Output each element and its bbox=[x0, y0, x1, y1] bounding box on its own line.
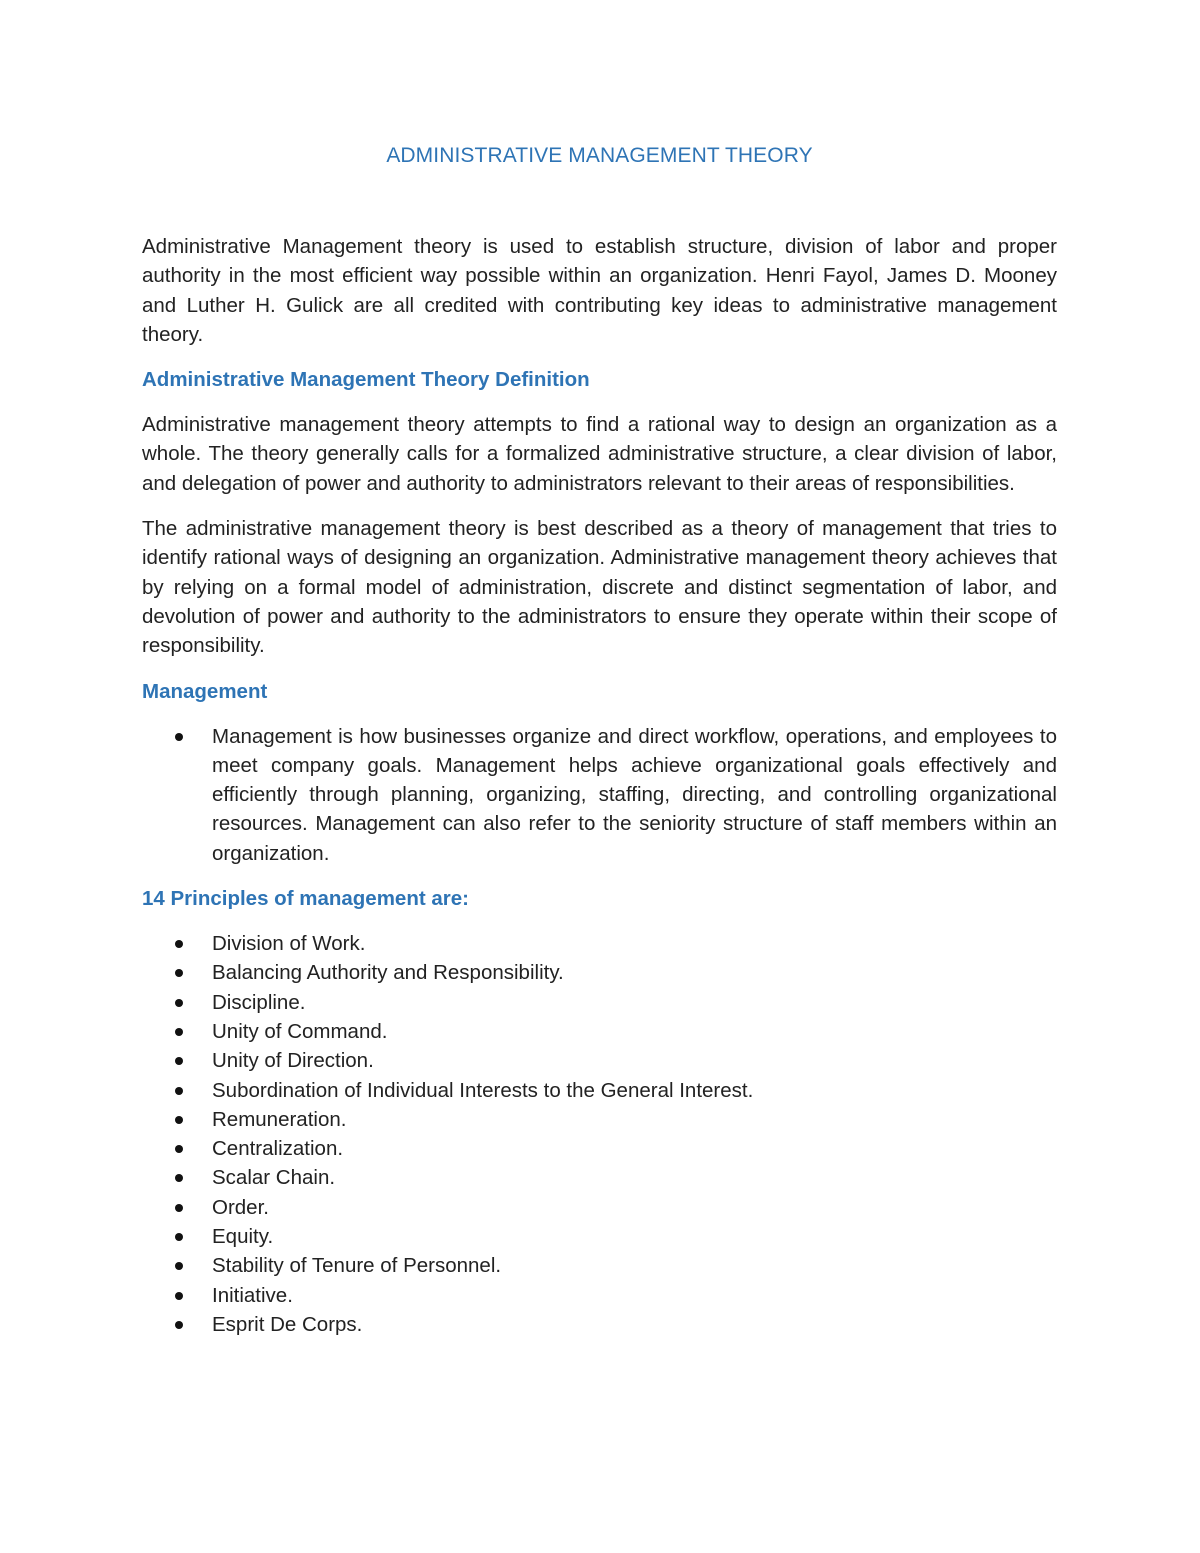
list-item-text: Initiative. bbox=[212, 1283, 293, 1307]
bullet-icon bbox=[175, 1262, 183, 1270]
list-item-text: Centralization. bbox=[212, 1137, 344, 1161]
bullet-icon bbox=[175, 1057, 183, 1065]
bullet-icon bbox=[175, 969, 183, 977]
bullet-icon bbox=[175, 733, 183, 741]
list-item bbox=[142, 722, 1057, 868]
list-item bbox=[142, 958, 1057, 987]
list-item-text: Subordination of Individual Interests to the General Interest. bbox=[212, 1078, 754, 1102]
list-item-text: Balancing Authority and Responsibility. bbox=[212, 961, 564, 985]
list-item bbox=[142, 1105, 1057, 1134]
list-item-text: Remuneration. bbox=[212, 1107, 347, 1131]
list-item-text: Equity. bbox=[212, 1225, 274, 1249]
bullet-icon bbox=[175, 940, 183, 948]
list-item bbox=[142, 1251, 1057, 1280]
list-item-text: Stability of Tenure of Personnel. bbox=[212, 1254, 502, 1278]
list-item bbox=[142, 1046, 1057, 1075]
bullet-icon bbox=[175, 1116, 183, 1124]
list-item-text: Discipline. bbox=[212, 990, 306, 1014]
bullet-icon bbox=[175, 1233, 183, 1241]
bullet-icon bbox=[175, 1145, 183, 1153]
intro-paragraph: Administrative Management theory is used to establish structure, division of labor and proper authority in the most efficient way possible within an organization. Henri Fayol, James D. Mooney and Luther H. Gulick are all credited with contributing key ideas to administrative management theory. bbox=[142, 235, 1057, 346]
bullet-icon bbox=[175, 1028, 183, 1036]
definition-paragraph-1: Administrative management theory attempts to find a rational way to design an organization as a whole. The theory generally calls for a formalized administrative structure, a clear division of labor, and delegation of power and authority to administrators relevant to their areas of responsibilities. bbox=[142, 413, 1057, 495]
list-item-text: Unity of Direction. bbox=[212, 1049, 374, 1073]
principles-heading: 14 Principles of management are: bbox=[142, 887, 469, 911]
principles-list bbox=[142, 929, 1057, 1339]
list-item-text: Management is how businesses organize and direct workflow, operations, and employees to meet company goals. Management helps achieve organizational goals effectively and efficiently through planning, organizing, staffing, directing, and controlling organizational resources. Management can also refer to the seniority structure of staff members within an organization. bbox=[212, 724, 1057, 865]
definition-paragraph-2: The administrative management theory is best described as a theory of management that tries to identify rational ways of designing an organization. Administrative management theory achieves that by relying on a formal model of administration, discrete and distinct segmentation of labor, and devolution of power and authority to the administrators to ensure they operate within their scope of responsibility. bbox=[142, 517, 1057, 658]
list-item bbox=[142, 1017, 1057, 1046]
definition-heading: Administrative Management Theory Definition bbox=[142, 368, 590, 392]
bullet-icon bbox=[175, 1292, 183, 1300]
list-item bbox=[142, 1163, 1057, 1192]
list-item-text: Esprit De Corps. bbox=[212, 1312, 363, 1336]
list-item bbox=[142, 1310, 1057, 1339]
list-item-text: Division of Work. bbox=[212, 932, 366, 956]
management-heading: Management bbox=[142, 679, 268, 703]
list-item-text: Scalar Chain. bbox=[212, 1166, 336, 1190]
bullet-icon bbox=[175, 1204, 183, 1212]
bullet-icon bbox=[175, 999, 183, 1007]
document-page bbox=[142, 138, 1057, 1339]
list-item-text: Order. bbox=[212, 1195, 269, 1219]
list-item bbox=[142, 929, 1057, 958]
document-title: ADMINISTRATIVE MANAGEMENT THEORY bbox=[386, 144, 813, 167]
list-item bbox=[142, 1281, 1057, 1310]
list-item-text: Unity of Command. bbox=[212, 1019, 388, 1043]
list-item bbox=[142, 1222, 1057, 1251]
list-item bbox=[142, 1076, 1057, 1105]
list-item bbox=[142, 988, 1057, 1017]
list-item bbox=[142, 1134, 1057, 1163]
bullet-icon bbox=[175, 1087, 183, 1095]
bullet-icon bbox=[175, 1174, 183, 1182]
list-item bbox=[142, 1193, 1057, 1222]
management-bullet-list bbox=[142, 722, 1057, 868]
bullet-icon bbox=[175, 1321, 183, 1329]
